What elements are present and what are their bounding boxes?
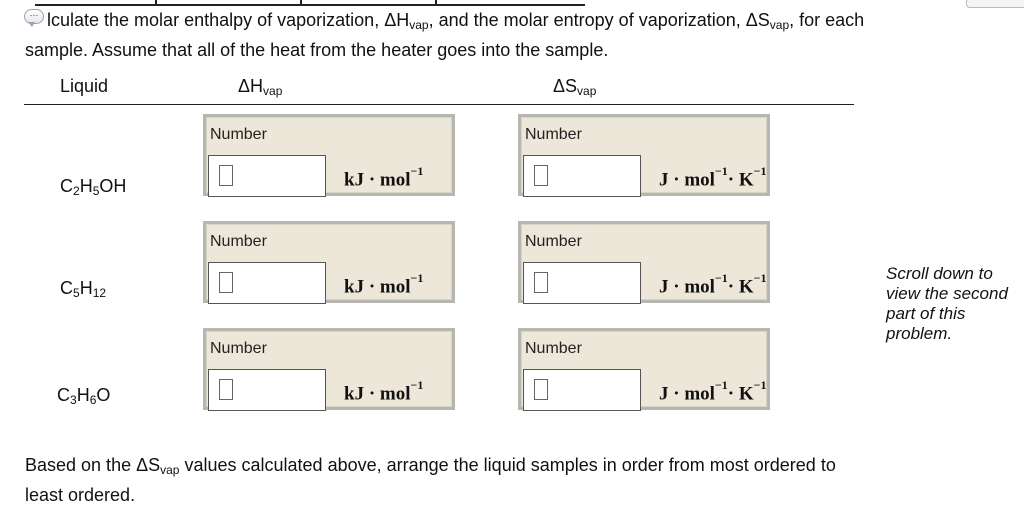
comment-icon[interactable]: ··· bbox=[24, 9, 44, 24]
column-header-liquid: Liquid bbox=[60, 76, 109, 96]
top-frame-edge bbox=[35, 0, 585, 6]
unit-kj-per-mol: kJ · mol$^{-1}$ bbox=[344, 164, 424, 191]
enthalpy-input-1[interactable] bbox=[208, 155, 326, 197]
liquid-pentane: $C_5H_{12}$ bbox=[60, 278, 107, 300]
entropy-input-group-1 bbox=[518, 114, 770, 196]
scroll-down-note: Scroll down to view the second part of this problem. bbox=[886, 264, 1008, 343]
number-label: Number bbox=[525, 340, 582, 357]
entropy-input-group-3 bbox=[518, 328, 770, 410]
enthalpy-input-group-2 bbox=[203, 221, 455, 303]
unit-kj-per-mol: kJ · mol$^{-1}$ bbox=[344, 271, 424, 298]
number-label: Number bbox=[210, 126, 267, 143]
comment-icon-tail bbox=[28, 22, 35, 27]
entropy-input-2[interactable] bbox=[523, 262, 641, 304]
entropy-input-1[interactable] bbox=[523, 155, 641, 197]
instructions: lculate the molar enthalpy of vaporization, $\Delta H_{vap}$, and the molar entropy of vaporization, $\Delta S_{vap}$, for each sample. Assume that all of the heat from the heater goes into the sample. bbox=[25, 10, 865, 60]
column-header-entropy: $\Delta S_{vap}$ bbox=[553, 76, 597, 98]
number-label: Number bbox=[525, 233, 582, 250]
unit-j-per-mol-k: $J \cdot mol^{-1}\cdot K^{-1}$ bbox=[659, 271, 767, 298]
entropy-input-group-2 bbox=[518, 221, 770, 303]
ordering-instructions: Based on the $\Delta S_{vap}$ values calculated above, arrange the liquid samples in order from most ordered to least ordered. bbox=[25, 455, 836, 505]
top-right-button[interactable] bbox=[966, 0, 1024, 8]
enthalpy-input-2[interactable] bbox=[208, 262, 326, 304]
liquid-acetone: $C_3H_6O$ bbox=[57, 385, 111, 407]
liquid-ethanol: $C_2H_5OH$ bbox=[60, 176, 127, 198]
unit-j-per-mol-k: $J \cdot mol^{-1}\cdot K^{-1}$ bbox=[659, 378, 767, 405]
entropy-input-3[interactable] bbox=[523, 369, 641, 411]
column-header-enthalpy: $\Delta H_{vap}$ bbox=[238, 76, 283, 98]
number-label: Number bbox=[525, 126, 582, 143]
unit-kj-per-mol: kJ · mol$^{-1}$ bbox=[344, 378, 424, 405]
enthalpy-input-3[interactable] bbox=[208, 369, 326, 411]
header-divider bbox=[24, 104, 854, 105]
number-label: Number bbox=[210, 233, 267, 250]
unit-j-per-mol-k: $J \cdot mol^{-1}\cdot K^{-1}$ bbox=[659, 164, 767, 191]
number-label: Number bbox=[210, 340, 267, 357]
enthalpy-input-group-3 bbox=[203, 328, 455, 410]
enthalpy-input-group-1 bbox=[203, 114, 455, 196]
